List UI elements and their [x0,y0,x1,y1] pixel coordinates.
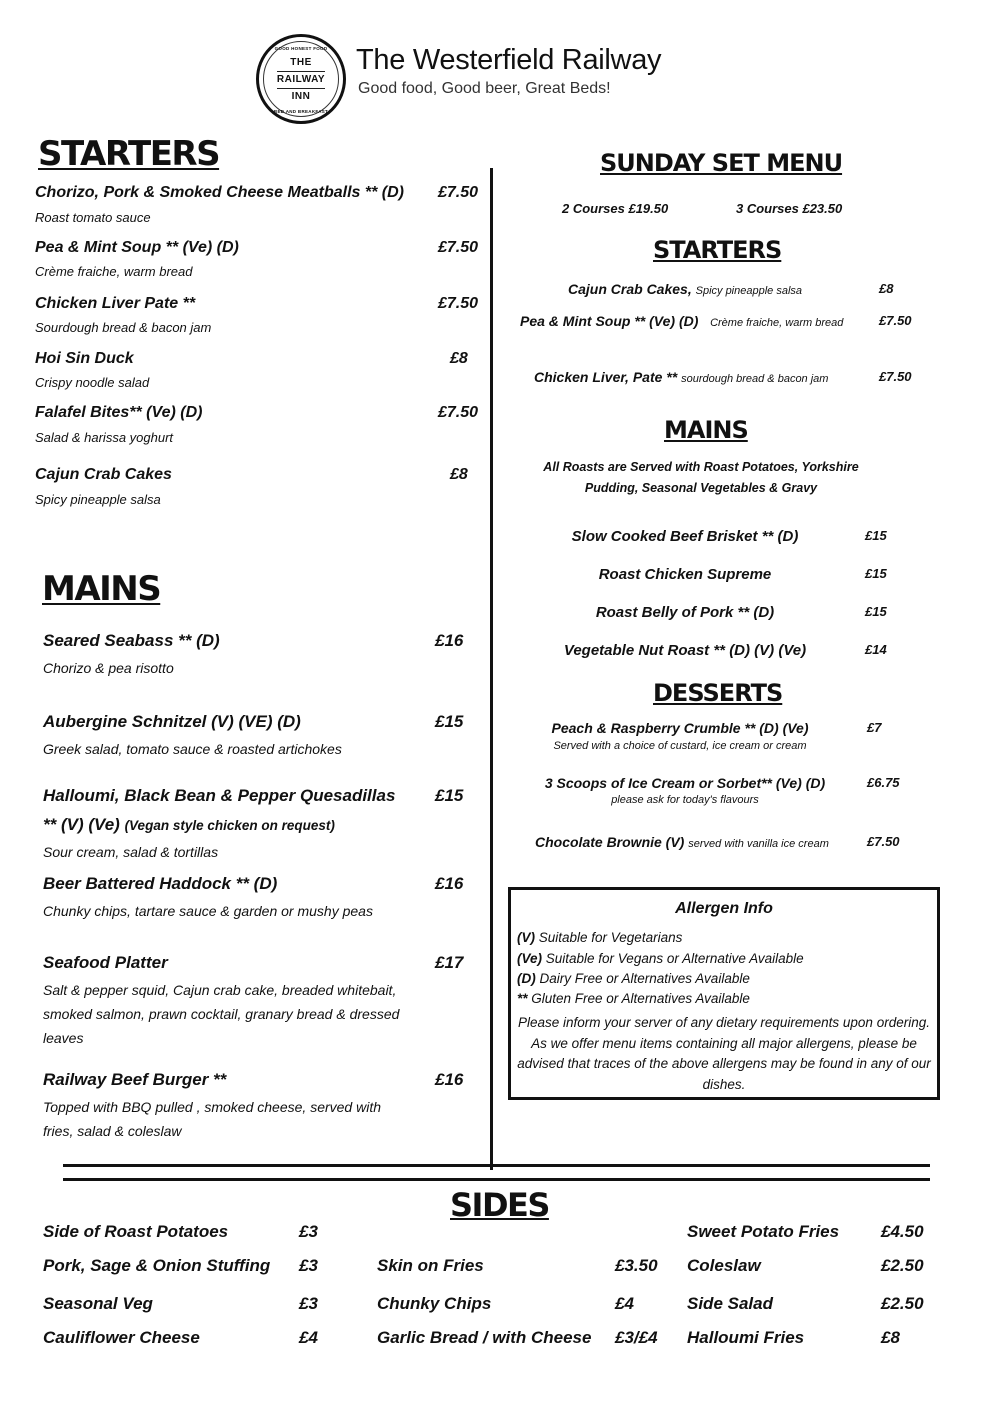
allergen-code: ** [517,991,528,1006]
side-price: £4.50 [881,1222,924,1241]
sunday-main-name: Roast Belly of Pork ** (D) [595,604,775,621]
starter-name: Chorizo, Pork & Smoked Cheese Meatballs ** (D) [35,184,404,201]
main-price: £16 [435,631,464,650]
starter-desc: Roast tomato sauce [35,210,151,225]
main-allergen-codes: ** (V) (Ve) [43,815,120,834]
sunday-main-price: £15 [865,604,887,619]
sunday-starter-price: £7.50 [879,313,912,328]
allergen-text: Suitable for Vegans or Alternative Available [542,951,804,966]
side-price: £3 [299,1222,318,1241]
allergen-code: (D) [517,971,536,986]
starter-desc: Salad & harissa yoghurt [35,430,174,445]
side-price: £3 [299,1294,318,1313]
side-name: Coleslaw [687,1256,761,1275]
logo-top-arc: GOOD HONEST FOOD [274,46,328,51]
logo-line-railway: RAILWAY [276,74,326,85]
sunday-starter-name: Pea & Mint Soup ** (Ve) (D) [520,313,699,329]
dessert-price: £6.75 [867,775,900,790]
dessert-desc: served with vanilla ice cream [688,838,829,850]
starter-desc: Crème fraiche, warm bread [35,264,193,279]
two-courses-price: 2 Courses £19.50 [562,201,669,216]
allergen-code: (V) [517,930,535,945]
starter-price: £7.50 [438,184,479,201]
main-desc: Chunky chips, tartare sauce & garden or mushy peas [43,903,373,919]
sunday-starter-desc: Crème fraiche, warm bread [710,317,844,329]
sunday-starter-name: Chicken Liver, Pate ** [534,369,678,385]
sunday-mains-note: All Roasts are Served with Roast Potatoes, Yorkshire [543,460,859,474]
side-name: Pork, Sage & Onion Stuffing [43,1256,271,1275]
allergen-info-box [508,887,940,1100]
logo-line-the: THE [290,57,312,68]
side-price: £3 [299,1256,318,1275]
starter-name: Hoi Sin Duck [35,350,134,367]
dessert-desc: Served with a choice of custard, ice cream or cream [553,740,807,752]
sunday-mains-heading: MAINS [664,416,748,444]
side-price: £3.50 [615,1256,658,1275]
sunday-desserts-heading: DESSERTS [653,679,783,707]
main-price: £16 [435,1070,464,1089]
column-divider [490,168,493,1170]
sunday-starters-heading: STARTERS [653,236,782,264]
side-name: Cauliflower Cheese [43,1328,200,1347]
allergen-text: Dairy Free or Alternatives Available [535,971,750,986]
sunday-starter-name: Cajun Crab Cakes, [568,281,692,297]
sunday-starter-price: £8 [879,281,894,296]
dessert-name: 3 Scoops of Ice Cream or Sorbet** (Ve) (D) [544,775,826,791]
allergen-notice: Please inform your server of any dietary requirements upon ordering. As we offer menu items containing all major allergens, please be advised that traces of the above allergens may be found in any of our dishes. [517,1015,931,1092]
dessert-price: £7 [867,720,882,735]
side-name: Chunky Chips [377,1294,492,1313]
allergen-code: (Ve) [517,951,543,966]
allergen-line [517,930,682,945]
starter-desc: Sourdough bread & bacon jam [35,320,212,335]
side-price: £2.50 [881,1256,924,1275]
sunday-starter [520,313,843,329]
logo-bottom-arc: BED AND BREAKFAST [273,109,329,114]
allergen-line [517,951,804,966]
mains-heading: MAINS [42,569,161,609]
brand-tagline: Good food, Good beer, Great Beds! [358,80,611,97]
main-name-line2 [43,815,335,835]
side-name: Sweet Potato Fries [687,1222,840,1241]
main-price: £16 [435,874,464,893]
starter-desc: Crispy noodle salad [35,375,150,390]
main-desc: Salt & pepper squid, Cajun crab cake, breaded whitebait, [43,982,397,998]
sunday-main-name: Vegetable Nut Roast ** (D) (V) (Ve) [563,642,807,659]
side-price: £8 [881,1328,900,1347]
sunday-main-price: £14 [865,642,887,657]
side-name: Side Salad [687,1294,773,1313]
main-desc: Sour cream, salad & tortillas [43,844,219,860]
main-desc: leaves [43,1030,84,1046]
allergen-text: Gluten Free or Alternatives Available [527,991,750,1006]
side-price: £4 [299,1328,318,1347]
sides-heading: SIDES [450,1186,549,1224]
allergen-line [517,991,750,1006]
starter-name: Falafel Bites** (Ve) (D) [35,404,203,421]
main-desc: Chorizo & pea risotto [43,660,174,676]
dessert-name: Chocolate Brownie (V) [535,834,685,850]
side-name: Side of Roast Potatoes [43,1222,229,1241]
sunday-starter-price: £7.50 [879,369,912,384]
main-price: £15 [435,786,464,805]
logo-rule [277,88,325,89]
starter-price: £8 [450,466,468,483]
main-price: £17 [435,953,464,972]
main-desc: Greek salad, tomato sauce & roasted artichokes [43,741,342,757]
side-price: £3/£4 [615,1328,658,1347]
allergen-text: Suitable for Vegetarians [535,930,683,945]
starter-price: £8 [450,350,468,367]
logo-line-inn: INN [291,91,311,102]
three-courses-price: 3 Courses £23.50 [736,201,843,216]
side-name: Skin on Fries [377,1256,484,1275]
starter-name: Cajun Crab Cakes [35,466,172,483]
main-desc: Topped with BBQ pulled , smoked cheese, served with [43,1099,382,1115]
side-price: £2.50 [881,1294,924,1313]
logo-badge [256,34,346,124]
main-name: Halloumi, Black Bean & Pepper Quesadillas [43,786,396,805]
side-price: £4 [615,1294,634,1313]
starter-price: £7.50 [438,404,479,421]
sunday-mains-note: Pudding, Seasonal Vegetables & Gravy [584,481,818,495]
dessert-name: Peach & Raspberry Crumble ** (D) (Ve) [551,720,809,736]
sunday-main-name: Roast Chicken Supreme [598,566,772,583]
section-divider-bottom [63,1178,930,1181]
starter-price: £7.50 [438,239,479,256]
main-name: Seared Seabass ** (D) [43,631,220,650]
main-name: Railway Beef Burger ** [43,1070,227,1089]
sunday-main-price: £15 [865,566,887,581]
starter-name: Chicken Liver Pate ** [35,295,196,312]
side-name: Garlic Bread / with Cheese [377,1328,592,1347]
sunday-starter-desc: Spicy pineapple salsa [695,285,803,297]
starter-price: £7.50 [438,295,479,312]
sunday-starter [568,281,802,297]
sunday-starter [534,369,828,385]
main-note: (Vegan style chicken on request) [124,818,335,833]
main-desc: smoked salmon, prawn cocktail, granary bread & dressed [43,1006,400,1022]
main-desc: fries, salad & coleslaw [43,1123,182,1139]
main-price: £15 [435,712,464,731]
allergen-title: Allergen Info [675,900,773,917]
dessert-price: £7.50 [867,834,900,849]
section-divider-top [63,1164,930,1167]
main-name: Aubergine Schnitzel (V) (VE) (D) [43,712,301,731]
starters-heading: STARTERS [38,134,220,174]
side-name: Seasonal Veg [43,1294,153,1313]
sunday-starter-desc: sourdough bread & bacon jam [681,373,829,385]
logo-rule [277,71,325,72]
sunday-main-price: £15 [865,528,887,543]
starter-desc: Spicy pineapple salsa [35,492,161,507]
dessert-desc: please ask for today's flavours [611,794,759,806]
starter-name: Pea & Mint Soup ** (Ve) (D) [35,239,239,256]
main-name: Beer Battered Haddock ** (D) [43,874,278,893]
side-name: Halloumi Fries [687,1328,805,1347]
allergen-line [517,971,750,986]
brand-title: The Westerfield Railway [356,44,662,76]
sunday-heading: SUNDAY SET MENU [600,149,843,177]
sunday-main-name: Slow Cooked Beef Brisket ** (D) [571,528,799,545]
dessert [535,834,829,850]
main-name: Seafood Platter [43,953,168,972]
